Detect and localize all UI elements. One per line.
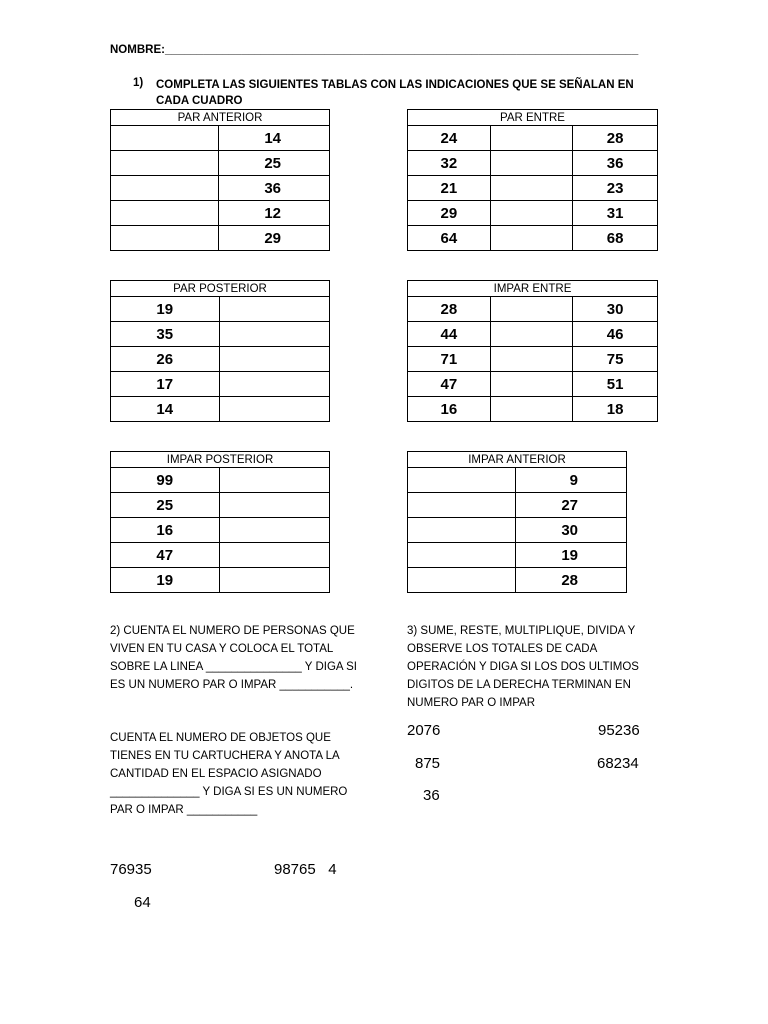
given-number-cell: 28 xyxy=(516,568,627,593)
table-row xyxy=(408,468,627,493)
objects-question-line: ______________ Y DIGA SI ES UN NUMERO xyxy=(110,786,348,798)
answer-cell[interactable] xyxy=(490,226,573,251)
operation-number: 95236 xyxy=(598,722,640,739)
given-number-cell: 14 xyxy=(219,126,330,151)
operation-number: 2076 xyxy=(407,722,441,739)
table-row xyxy=(111,151,330,176)
given-number-cell: 29 xyxy=(219,226,330,251)
answer-cell[interactable] xyxy=(408,468,516,493)
given-number-cell: 9 xyxy=(516,468,627,493)
answer-cell[interactable] xyxy=(408,518,516,543)
given-number-cell: 47 xyxy=(111,543,220,568)
question-1-text: COMPLETA LAS SIGUIENTES TABLAS CON LAS INDICACIONES QUE SE SEÑALAN EN CADA CUADRO xyxy=(156,79,634,107)
given-number-cell: 19 xyxy=(111,568,220,593)
given-number-cell: 31 xyxy=(573,201,658,226)
table-row xyxy=(111,347,330,372)
operation-number: 68234 xyxy=(597,755,639,772)
given-number-cell: 23 xyxy=(573,176,658,201)
operation-number: 64 xyxy=(134,894,151,911)
table-row xyxy=(111,568,330,593)
question-2-line: VIVEN EN TU CASA Y COLOCA EL TOTAL xyxy=(110,643,334,655)
given-number-cell: 28 xyxy=(408,297,491,322)
operation-number: 875 xyxy=(415,755,441,772)
question-3-line: 3) SUME, RESTE, MULTIPLIQUE, DIVIDA Y xyxy=(407,625,636,637)
table-row xyxy=(408,493,627,518)
table-impar-posterior xyxy=(110,451,330,593)
given-number-cell: 16 xyxy=(408,397,491,422)
objects-question-text xyxy=(110,729,380,819)
table-row xyxy=(111,468,330,493)
table-row xyxy=(111,493,330,518)
given-number-cell: 44 xyxy=(408,322,491,347)
given-number-cell: 35 xyxy=(111,322,220,347)
given-number-cell: 19 xyxy=(516,543,627,568)
objects-question-line: TIENES EN TU CARTUCHERA Y ANOTA LA xyxy=(110,750,340,762)
given-number-cell: 25 xyxy=(219,151,330,176)
given-number-cell: 32 xyxy=(408,151,491,176)
table-row xyxy=(111,226,330,251)
given-number-cell: 75 xyxy=(573,347,658,372)
table-par-entre xyxy=(407,109,658,251)
table-row xyxy=(408,176,658,201)
given-number-cell: 18 xyxy=(573,397,658,422)
answer-cell[interactable] xyxy=(219,372,329,397)
question-3-line: OPERACIÓN Y DIGA SI LOS DOS ULTIMOS xyxy=(407,661,639,673)
table-row xyxy=(408,151,658,176)
table-row xyxy=(408,372,658,397)
table-row xyxy=(408,297,658,322)
answer-cell[interactable] xyxy=(219,493,329,518)
table-row xyxy=(408,518,627,543)
operation-number: 98765 4 xyxy=(274,861,337,878)
answer-cell[interactable] xyxy=(111,226,219,251)
given-number-cell: 47 xyxy=(408,372,491,397)
operation-number: 76935 xyxy=(110,861,152,878)
table-row xyxy=(111,397,330,422)
answer-cell[interactable] xyxy=(219,543,329,568)
table-row xyxy=(408,568,627,593)
given-number-cell: 30 xyxy=(516,518,627,543)
answer-cell[interactable] xyxy=(111,176,219,201)
given-number-cell: 64 xyxy=(408,226,491,251)
given-number-cell: 46 xyxy=(573,322,658,347)
answer-cell[interactable] xyxy=(490,397,573,422)
question-2-text xyxy=(110,622,380,694)
given-number-cell: 14 xyxy=(111,397,220,422)
question-2-line: SOBRE LA LINEA _______________ Y DIGA SI xyxy=(110,661,358,673)
table-row xyxy=(408,322,658,347)
answer-cell[interactable] xyxy=(219,397,329,422)
given-number-cell: 26 xyxy=(111,347,220,372)
table-row xyxy=(408,226,658,251)
table-title: PAR POSTERIOR xyxy=(111,281,330,297)
table-row xyxy=(111,322,330,347)
objects-question-line: PAR O IMPAR ___________ xyxy=(110,804,258,816)
given-number-cell: 24 xyxy=(408,126,491,151)
name-field[interactable]: NOMBRE:__________________________________________________________________________ xyxy=(110,44,639,56)
given-number-cell: 71 xyxy=(408,347,491,372)
table-row xyxy=(408,126,658,151)
answer-cell[interactable] xyxy=(219,297,329,322)
answer-cell[interactable] xyxy=(219,568,329,593)
answer-cell[interactable] xyxy=(219,347,329,372)
question-3-line: OBSERVE LOS TOTALES DE CADA xyxy=(407,643,598,655)
given-number-cell: 27 xyxy=(516,493,627,518)
given-number-cell: 68 xyxy=(573,226,658,251)
answer-cell[interactable] xyxy=(490,201,573,226)
given-number-cell: 12 xyxy=(219,201,330,226)
table-row xyxy=(408,201,658,226)
given-number-cell: 36 xyxy=(573,151,658,176)
given-number-cell: 16 xyxy=(111,518,220,543)
answer-cell[interactable] xyxy=(490,151,573,176)
answer-cell[interactable] xyxy=(408,493,516,518)
table-row xyxy=(111,518,330,543)
answer-cell[interactable] xyxy=(490,126,573,151)
answer-cell[interactable] xyxy=(490,322,573,347)
answer-cell[interactable] xyxy=(219,518,329,543)
given-number-cell: 28 xyxy=(573,126,658,151)
given-number-cell: 19 xyxy=(111,297,220,322)
question-3-line: DIGITOS DE LA DERECHA TERMINAN EN xyxy=(407,679,631,691)
answer-cell[interactable] xyxy=(111,126,219,151)
question-1-number: 1) xyxy=(133,77,144,89)
objects-question-line: CUENTA EL NUMERO DE OBJETOS QUE xyxy=(110,732,331,744)
table-title: IMPAR ANTERIOR xyxy=(408,452,627,468)
given-number-cell: 25 xyxy=(111,493,220,518)
given-number-cell: 21 xyxy=(408,176,491,201)
question-2-line: 2) CUENTA EL NUMERO DE PERSONAS QUE xyxy=(110,625,355,637)
table-row xyxy=(111,201,330,226)
table-row xyxy=(111,372,330,397)
table-title: IMPAR POSTERIOR xyxy=(111,452,330,468)
table-title: PAR ANTERIOR xyxy=(111,110,330,126)
table-par-anterior xyxy=(110,109,330,251)
table-row xyxy=(111,543,330,568)
answer-cell[interactable] xyxy=(111,151,219,176)
given-number-cell: 36 xyxy=(219,176,330,201)
answer-cell[interactable] xyxy=(219,322,329,347)
table-impar-entre xyxy=(407,280,658,422)
given-number-cell: 29 xyxy=(408,201,491,226)
question-3-text xyxy=(407,622,667,712)
answer-cell[interactable] xyxy=(219,468,329,493)
answer-cell[interactable] xyxy=(408,568,516,593)
answer-cell[interactable] xyxy=(490,347,573,372)
table-row xyxy=(111,126,330,151)
table-impar-anterior xyxy=(407,451,627,593)
given-number-cell: 99 xyxy=(111,468,220,493)
answer-cell[interactable] xyxy=(490,297,573,322)
given-number-cell: 51 xyxy=(573,372,658,397)
answer-cell[interactable] xyxy=(408,543,516,568)
table-title: IMPAR ENTRE xyxy=(408,281,658,297)
operation-number: 36 xyxy=(423,787,440,804)
answer-cell[interactable] xyxy=(111,201,219,226)
table-par-posterior xyxy=(110,280,330,422)
table-row xyxy=(408,347,658,372)
table-title: PAR ENTRE xyxy=(408,110,658,126)
table-row xyxy=(408,397,658,422)
answer-cell[interactable] xyxy=(490,176,573,201)
table-row xyxy=(111,297,330,322)
given-number-cell: 17 xyxy=(111,372,220,397)
question-2-line: ES UN NUMERO PAR O IMPAR ___________. xyxy=(110,679,354,691)
answer-cell[interactable] xyxy=(490,372,573,397)
given-number-cell: 30 xyxy=(573,297,658,322)
table-row xyxy=(408,543,627,568)
table-row xyxy=(111,176,330,201)
objects-question-line: CANTIDAD EN EL ESPACIO ASIGNADO xyxy=(110,768,322,780)
question-3-line: NUMERO PAR O IMPAR xyxy=(407,697,535,709)
